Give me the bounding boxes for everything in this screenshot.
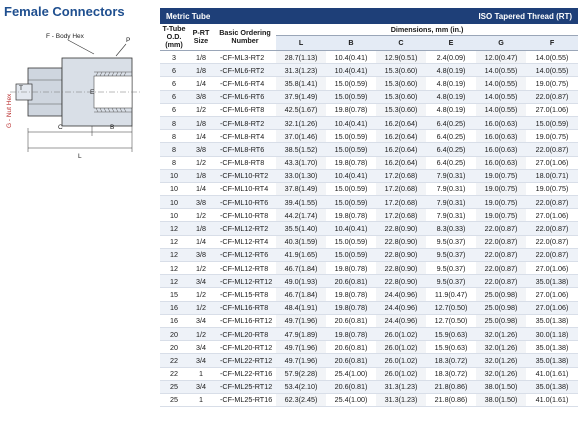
cell-ordering-number: -CF-ML8-RT6	[214, 143, 276, 156]
table-row	[160, 196, 578, 209]
cell-dim-l: 35.8(1.41)	[276, 77, 326, 90]
cell-dim-c: 26.0(1.02)	[376, 354, 426, 367]
header-prt-size: P-RT Size	[188, 24, 214, 51]
cell-dim-b: 19.8(0.78)	[326, 262, 376, 275]
cell-dim-f: 30.0(1.18)	[526, 327, 578, 340]
cell-dim-g: 16.0(0.63)	[476, 116, 526, 129]
cell-dim-g: 32.0(1.26)	[476, 327, 526, 340]
cell-dim-c: 24.4(0.96)	[376, 288, 426, 301]
table-row	[160, 222, 578, 235]
cell-tube-od: 16	[160, 301, 188, 314]
cell-dim-c: 16.2(0.64)	[376, 130, 426, 143]
cell-dim-b: 20.6(0.81)	[326, 275, 376, 288]
cell-dim-b: 20.6(0.81)	[326, 354, 376, 367]
cell-dim-b: 19.8(0.78)	[326, 327, 376, 340]
cell-dim-b: 20.6(0.81)	[326, 341, 376, 354]
cell-dim-c: 31.3(1.23)	[376, 393, 426, 406]
cell-prt-size: 3/8	[188, 248, 214, 261]
cell-dim-c: 15.3(0.60)	[376, 64, 426, 77]
cell-dim-e: 11.9(0.47)	[426, 288, 476, 301]
cell-dim-l: 38.5(1.52)	[276, 143, 326, 156]
cell-dim-e: 7.9(0.31)	[426, 209, 476, 222]
cell-tube-od: 3	[160, 51, 188, 64]
header-dim-c: C	[376, 36, 426, 51]
cell-ordering-number: -CF-ML16-RT12	[214, 314, 276, 327]
cell-tube-od: 12	[160, 235, 188, 248]
cell-dim-g: 19.0(0.75)	[476, 209, 526, 222]
cell-tube-od: 20	[160, 327, 188, 340]
cell-dim-f: 35.0(1.38)	[526, 275, 578, 288]
table-row	[160, 116, 578, 129]
cell-dim-f: 35.0(1.38)	[526, 354, 578, 367]
cell-tube-od: 25	[160, 393, 188, 406]
cell-dim-l: 37.0(1.46)	[276, 130, 326, 143]
cell-dim-g: 14.0(0.55)	[476, 90, 526, 103]
cell-prt-size: 1/4	[188, 182, 214, 195]
cell-prt-size: 1	[188, 367, 214, 380]
cell-dim-b: 15.0(0.59)	[326, 77, 376, 90]
cell-dim-g: 14.0(0.55)	[476, 103, 526, 116]
table-row	[160, 182, 578, 195]
cell-dim-c: 15.3(0.60)	[376, 77, 426, 90]
cell-dim-c: 26.0(1.02)	[376, 367, 426, 380]
cell-dim-b: 10.4(0.41)	[326, 222, 376, 235]
cell-tube-od: 20	[160, 341, 188, 354]
cell-dim-b: 15.0(0.59)	[326, 196, 376, 209]
cell-dim-g: 19.0(0.75)	[476, 196, 526, 209]
cell-dim-l: 32.1(1.26)	[276, 116, 326, 129]
cell-ordering-number: -CF-ML6-RT4	[214, 77, 276, 90]
cell-ordering-number: -CF-ML12-RT6	[214, 248, 276, 261]
cell-dim-f: 22.0(0.87)	[526, 143, 578, 156]
cell-dim-g: 22.0(0.87)	[476, 262, 526, 275]
cell-dim-e: 7.9(0.31)	[426, 169, 476, 182]
t-label: T	[19, 85, 23, 92]
cell-dim-b: 19.8(0.78)	[326, 103, 376, 116]
table-row	[160, 248, 578, 261]
cell-ordering-number: -CF-ML6-RT2	[214, 64, 276, 77]
cell-dim-f: 22.0(0.87)	[526, 90, 578, 103]
cell-dim-c: 17.2(0.68)	[376, 209, 426, 222]
cell-dim-f: 27.0(1.06)	[526, 156, 578, 169]
cell-dim-c: 16.2(0.64)	[376, 156, 426, 169]
cell-dim-c: 24.4(0.96)	[376, 314, 426, 327]
cell-dim-e: 6.4(0.25)	[426, 130, 476, 143]
cell-prt-size: 1/8	[188, 64, 214, 77]
cell-dim-l: 46.7(1.84)	[276, 288, 326, 301]
cell-ordering-number: -CF-ML3-RT2	[214, 51, 276, 64]
cell-tube-od: 6	[160, 103, 188, 116]
fitting-diagram	[2, 28, 154, 168]
table-row	[160, 51, 578, 64]
cell-tube-od: 6	[160, 77, 188, 90]
cell-dim-b: 15.0(0.59)	[326, 182, 376, 195]
table-row	[160, 209, 578, 222]
cell-tube-od: 10	[160, 182, 188, 195]
cell-dim-g: 22.0(0.87)	[476, 235, 526, 248]
cell-dim-f: 41.0(1.61)	[526, 367, 578, 380]
cell-dim-e: 18.3(0.72)	[426, 367, 476, 380]
cell-dim-l: 35.5(1.40)	[276, 222, 326, 235]
cell-tube-od: 22	[160, 367, 188, 380]
cell-prt-size: 1/2	[188, 103, 214, 116]
cell-dim-l: 46.7(1.84)	[276, 262, 326, 275]
cell-dim-l: 37.8(1.49)	[276, 182, 326, 195]
cell-dim-f: 22.0(0.87)	[526, 248, 578, 261]
cell-dim-b: 25.4(1.00)	[326, 367, 376, 380]
cell-tube-od: 25	[160, 380, 188, 393]
cell-dim-e: 9.5(0.37)	[426, 262, 476, 275]
cell-ordering-number: -CF-ML10-RT4	[214, 182, 276, 195]
cell-ordering-number: -CF-ML8-RT2	[214, 116, 276, 129]
cell-dim-e: 4.8(0.19)	[426, 77, 476, 90]
cell-dim-c: 31.3(1.23)	[376, 380, 426, 393]
cell-dim-b: 15.0(0.59)	[326, 143, 376, 156]
table-row	[160, 169, 578, 182]
cell-dim-b: 19.8(0.78)	[326, 301, 376, 314]
header-ordering-number: Basic Ordering Number	[214, 24, 276, 51]
dimension-table	[160, 8, 578, 407]
cell-dim-c: 26.0(1.02)	[376, 327, 426, 340]
table-row	[160, 262, 578, 275]
cell-dim-e: 6.4(0.25)	[426, 156, 476, 169]
cell-dim-g: 14.0(0.55)	[476, 64, 526, 77]
table-row	[160, 64, 578, 77]
cell-ordering-number: -CF-ML12-RT12	[214, 275, 276, 288]
cell-dim-l: 49.7(1.96)	[276, 354, 326, 367]
c-label: C	[58, 124, 63, 131]
table-row	[160, 301, 578, 314]
cell-dim-g: 25.0(0.98)	[476, 288, 526, 301]
cell-ordering-number: -CF-ML10-RT8	[214, 209, 276, 222]
cell-ordering-number: -CF-ML12-RT4	[214, 235, 276, 248]
cell-dim-l: 57.9(2.28)	[276, 367, 326, 380]
cell-tube-od: 16	[160, 314, 188, 327]
nut-hex-label: G - Nut Hex	[6, 93, 13, 128]
cell-dim-f: 22.0(0.87)	[526, 196, 578, 209]
cell-dim-f: 15.0(0.59)	[526, 116, 578, 129]
cell-dim-c: 22.8(0.90)	[376, 222, 426, 235]
cell-ordering-number: -CF-ML6-RT8	[214, 103, 276, 116]
table-row	[160, 314, 578, 327]
cell-dim-g: 12.0(0.47)	[476, 51, 526, 64]
cell-dim-g: 22.0(0.87)	[476, 248, 526, 261]
cell-dim-b: 15.0(0.59)	[326, 235, 376, 248]
cell-prt-size: 3/4	[188, 275, 214, 288]
cell-dim-g: 16.0(0.63)	[476, 130, 526, 143]
cell-dim-g: 25.0(0.98)	[476, 301, 526, 314]
header-tube-od: T-Tube O.D. (mm)	[160, 24, 188, 51]
cell-dim-b: 10.4(0.41)	[326, 169, 376, 182]
cell-dim-c: 22.8(0.90)	[376, 248, 426, 261]
cell-dim-f: 14.0(0.55)	[526, 64, 578, 77]
cell-prt-size: 1/4	[188, 130, 214, 143]
cell-tube-od: 6	[160, 90, 188, 103]
cell-dim-e: 4.8(0.19)	[426, 64, 476, 77]
cell-dim-e: 9.5(0.37)	[426, 275, 476, 288]
cell-dim-c: 17.2(0.68)	[376, 182, 426, 195]
cell-ordering-number: -CF-ML15-RT8	[214, 288, 276, 301]
cell-prt-size: 1/2	[188, 156, 214, 169]
cell-dim-e: 4.8(0.19)	[426, 103, 476, 116]
cell-dim-e: 12.7(0.50)	[426, 314, 476, 327]
cell-dim-e: 2.4(0.09)	[426, 51, 476, 64]
cell-dim-l: 40.3(1.59)	[276, 235, 326, 248]
cell-dim-b: 20.6(0.81)	[326, 314, 376, 327]
table-row	[160, 288, 578, 301]
cell-dim-l: 47.9(1.89)	[276, 327, 326, 340]
table-banner	[160, 8, 578, 24]
cell-dim-g: 38.0(1.50)	[476, 393, 526, 406]
cell-prt-size: 1/2	[188, 327, 214, 340]
cell-dim-e: 18.3(0.72)	[426, 354, 476, 367]
cell-dim-l: 48.4(1.91)	[276, 301, 326, 314]
cell-ordering-number: -CF-ML10-RT2	[214, 169, 276, 182]
cell-dim-f: 19.0(0.75)	[526, 130, 578, 143]
cell-dim-g: 32.0(1.26)	[476, 367, 526, 380]
cell-dim-f: 35.0(1.38)	[526, 341, 578, 354]
cell-prt-size: 1/8	[188, 116, 214, 129]
cell-tube-od: 12	[160, 222, 188, 235]
cell-dim-f: 27.0(1.06)	[526, 209, 578, 222]
cell-dim-f: 22.0(0.87)	[526, 235, 578, 248]
table-body	[160, 51, 578, 407]
cell-dim-l: 28.7(1.13)	[276, 51, 326, 64]
cell-tube-od: 10	[160, 169, 188, 182]
cell-dim-b: 10.4(0.41)	[326, 64, 376, 77]
cell-tube-od: 6	[160, 64, 188, 77]
cell-dim-g: 14.0(0.55)	[476, 77, 526, 90]
header-dim-b: B	[326, 36, 376, 51]
cell-dim-l: 49.0(1.93)	[276, 275, 326, 288]
cell-dim-c: 16.2(0.64)	[376, 116, 426, 129]
cell-ordering-number: -CF-ML6-RT6	[214, 90, 276, 103]
cell-ordering-number: -CF-ML12-RT8	[214, 262, 276, 275]
cell-dim-b: 25.4(1.00)	[326, 393, 376, 406]
cell-ordering-number: -CF-ML8-RT8	[214, 156, 276, 169]
cell-dim-l: 37.9(1.49)	[276, 90, 326, 103]
table-row	[160, 354, 578, 367]
header-dim-g: G	[476, 36, 526, 51]
cell-tube-od: 8	[160, 130, 188, 143]
page-title: Female Connectors	[4, 4, 125, 19]
p-label: P	[126, 37, 131, 44]
cell-dim-b: 19.8(0.78)	[326, 288, 376, 301]
header-row	[160, 24, 578, 36]
cell-dim-b: 20.6(0.81)	[326, 380, 376, 393]
cell-dim-e: 9.5(0.37)	[426, 248, 476, 261]
cell-ordering-number: -CF-ML12-RT2	[214, 222, 276, 235]
cell-dim-g: 19.0(0.75)	[476, 182, 526, 195]
cell-prt-size: 3/8	[188, 143, 214, 156]
header-dim-l: L	[276, 36, 326, 51]
cell-prt-size: 1/2	[188, 301, 214, 314]
cell-ordering-number: -CF-ML25-RT16	[214, 393, 276, 406]
cell-prt-size: 1/2	[188, 288, 214, 301]
cell-prt-size: 3/4	[188, 380, 214, 393]
cell-tube-od: 8	[160, 143, 188, 156]
cell-dim-g: 16.0(0.63)	[476, 143, 526, 156]
cell-tube-od: 10	[160, 196, 188, 209]
cell-dim-c: 15.3(0.60)	[376, 90, 426, 103]
cell-ordering-number: -CF-ML20-RT12	[214, 341, 276, 354]
cell-dim-e: 21.8(0.86)	[426, 380, 476, 393]
cell-dim-b: 19.8(0.78)	[326, 209, 376, 222]
cell-prt-size: 1/8	[188, 51, 214, 64]
cell-dim-b: 19.8(0.78)	[326, 156, 376, 169]
cell-prt-size: 3/4	[188, 314, 214, 327]
table-row	[160, 341, 578, 354]
cell-prt-size: 1/8	[188, 222, 214, 235]
table-row	[160, 393, 578, 406]
cell-ordering-number: -CF-ML25-RT12	[214, 380, 276, 393]
cell-dim-f: 19.0(0.75)	[526, 77, 578, 90]
cell-tube-od: 12	[160, 275, 188, 288]
cell-dim-g: 22.0(0.87)	[476, 222, 526, 235]
cell-dim-l: 33.0(1.30)	[276, 169, 326, 182]
cell-tube-od: 12	[160, 248, 188, 261]
dimension-table-container	[160, 8, 578, 407]
cell-dim-f: 35.0(1.38)	[526, 314, 578, 327]
cell-dim-e: 7.9(0.31)	[426, 196, 476, 209]
cell-prt-size: 3/8	[188, 196, 214, 209]
l-label: L	[78, 153, 82, 160]
cell-prt-size: 1	[188, 393, 214, 406]
cell-prt-size: 3/8	[188, 90, 214, 103]
cell-dim-b: 10.4(0.41)	[326, 116, 376, 129]
cell-dim-e: 12.7(0.50)	[426, 301, 476, 314]
cell-dim-c: 15.3(0.60)	[376, 103, 426, 116]
cell-tube-od: 8	[160, 116, 188, 129]
cell-dim-c: 17.2(0.68)	[376, 196, 426, 209]
cell-dim-g: 38.0(1.50)	[476, 380, 526, 393]
cell-dim-c: 16.2(0.64)	[376, 143, 426, 156]
cell-prt-size: 1/4	[188, 235, 214, 248]
cell-dim-l: 44.2(1.74)	[276, 209, 326, 222]
cell-dim-e: 15.9(0.63)	[426, 341, 476, 354]
header-dim-f: F	[526, 36, 578, 51]
cell-dim-f: 41.0(1.61)	[526, 393, 578, 406]
cell-dim-g: 22.0(0.87)	[476, 275, 526, 288]
cell-dim-e: 6.4(0.25)	[426, 143, 476, 156]
cell-dim-g: 25.0(0.98)	[476, 314, 526, 327]
table-row	[160, 143, 578, 156]
cell-dim-c: 22.8(0.90)	[376, 262, 426, 275]
cell-dim-g: 32.0(1.26)	[476, 354, 526, 367]
cell-dim-g: 19.0(0.75)	[476, 169, 526, 182]
banner-thread-type: ISO Tapered Thread (RT)	[276, 8, 578, 24]
cell-tube-od: 22	[160, 354, 188, 367]
cell-tube-od: 15	[160, 288, 188, 301]
cell-dim-l: 42.5(1.67)	[276, 103, 326, 116]
banner-metric-tube: Metric Tube	[160, 8, 276, 24]
cell-dim-e: 8.3(0.33)	[426, 222, 476, 235]
cell-ordering-number: -CF-ML10-RT6	[214, 196, 276, 209]
header-dim-e: E	[426, 36, 476, 51]
b-label: B	[110, 124, 115, 131]
cell-prt-size: 3/4	[188, 354, 214, 367]
table-row	[160, 90, 578, 103]
cell-dim-f: 27.0(1.06)	[526, 288, 578, 301]
e-label: E	[90, 89, 95, 96]
table-row	[160, 367, 578, 380]
cell-dim-e: 9.5(0.37)	[426, 235, 476, 248]
table-row	[160, 77, 578, 90]
cell-dim-l: 31.3(1.23)	[276, 64, 326, 77]
cell-dim-c: 22.8(0.90)	[376, 275, 426, 288]
cell-dim-l: 39.4(1.55)	[276, 196, 326, 209]
table-row	[160, 103, 578, 116]
cell-dim-f: 19.0(0.75)	[526, 182, 578, 195]
cell-dim-g: 32.0(1.26)	[476, 341, 526, 354]
cell-dim-l: 62.3(2.45)	[276, 393, 326, 406]
cell-dim-b: 15.0(0.59)	[326, 130, 376, 143]
cell-ordering-number: -CF-ML22-RT16	[214, 367, 276, 380]
cell-prt-size: 1/2	[188, 262, 214, 275]
cell-ordering-number: -CF-ML20-RT8	[214, 327, 276, 340]
table-row	[160, 156, 578, 169]
cell-prt-size: 1/4	[188, 77, 214, 90]
cell-dim-f: 27.0(1.06)	[526, 262, 578, 275]
table-row	[160, 380, 578, 393]
cell-dim-f: 27.0(1.06)	[526, 103, 578, 116]
table-row	[160, 275, 578, 288]
cell-ordering-number: -CF-ML8-RT4	[214, 130, 276, 143]
cell-dim-e: 6.4(0.25)	[426, 116, 476, 129]
cell-dim-g: 16.0(0.63)	[476, 156, 526, 169]
table-row	[160, 235, 578, 248]
cell-dim-e: 21.8(0.86)	[426, 393, 476, 406]
cell-dim-l: 43.3(1.70)	[276, 156, 326, 169]
cell-ordering-number: -CF-ML16-RT8	[214, 301, 276, 314]
cell-prt-size: 3/4	[188, 341, 214, 354]
cell-dim-l: 49.7(1.96)	[276, 314, 326, 327]
cell-dim-f: 14.0(0.55)	[526, 51, 578, 64]
cell-dim-e: 7.9(0.31)	[426, 182, 476, 195]
table-row	[160, 327, 578, 340]
body-hex-label: F - Body Hex	[46, 33, 84, 40]
cell-prt-size: 1/2	[188, 209, 214, 222]
cell-dim-f: 27.0(1.06)	[526, 301, 578, 314]
cell-dim-l: 53.4(2.10)	[276, 380, 326, 393]
cell-dim-c: 17.2(0.68)	[376, 169, 426, 182]
cell-dim-f: 22.0(0.87)	[526, 222, 578, 235]
cell-tube-od: 10	[160, 209, 188, 222]
cell-dim-e: 15.9(0.63)	[426, 327, 476, 340]
cell-dim-c: 12.9(0.51)	[376, 51, 426, 64]
cell-dim-c: 24.4(0.96)	[376, 301, 426, 314]
cell-dim-c: 26.0(1.02)	[376, 341, 426, 354]
cell-ordering-number: -CF-ML22-RT12	[214, 354, 276, 367]
cell-dim-e: 4.8(0.19)	[426, 90, 476, 103]
cell-dim-c: 22.8(0.90)	[376, 235, 426, 248]
cell-tube-od: 12	[160, 262, 188, 275]
cell-dim-f: 35.0(1.38)	[526, 380, 578, 393]
cell-dim-l: 41.9(1.65)	[276, 248, 326, 261]
cell-dim-f: 18.0(0.71)	[526, 169, 578, 182]
cell-dim-l: 49.7(1.96)	[276, 341, 326, 354]
cell-tube-od: 8	[160, 156, 188, 169]
table-row	[160, 130, 578, 143]
cell-prt-size: 1/8	[188, 169, 214, 182]
header-dimensions: Dimensions, mm (in.)	[276, 24, 578, 36]
cell-dim-b: 15.0(0.59)	[326, 248, 376, 261]
cell-dim-b: 10.4(0.41)	[326, 51, 376, 64]
cell-dim-b: 15.0(0.59)	[326, 90, 376, 103]
